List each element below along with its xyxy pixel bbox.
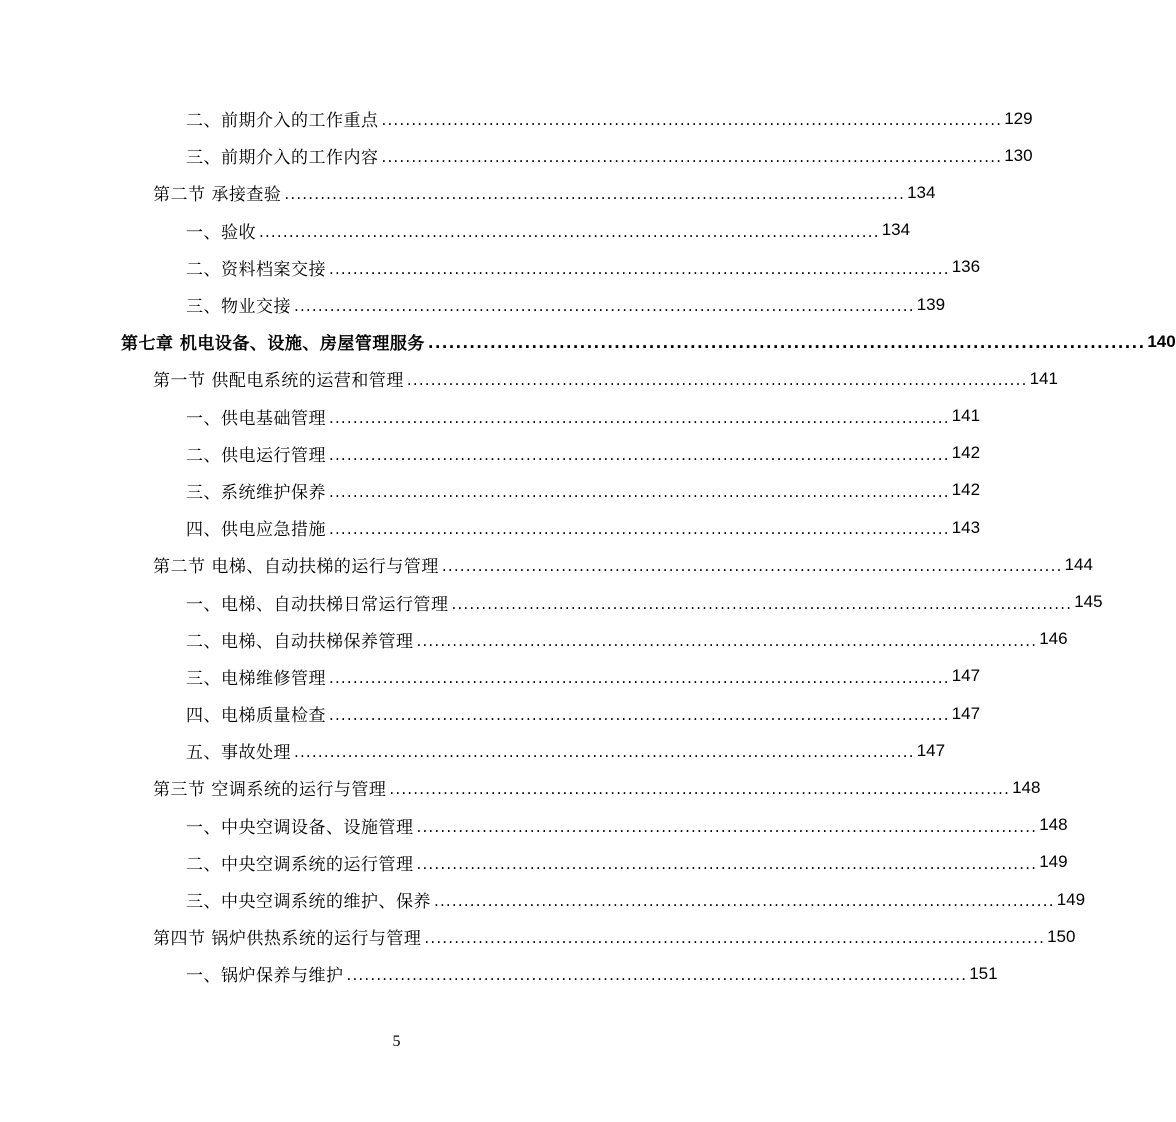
toc-entry-page: 144 <box>1064 554 1093 574</box>
toc-entry[interactable] <box>0 807 1068 844</box>
toc-entry-page: 147 <box>951 703 981 723</box>
toc-leader-dots: ........................................................................................................ <box>294 297 915 316</box>
toc-entry[interactable] <box>0 769 1041 806</box>
table-of-contents <box>0 100 1176 993</box>
toc-leader-dots: ........................................................................................................ <box>329 445 950 464</box>
toc-entry-title: 第三节 空调系统的运行与管理 <box>153 780 387 801</box>
toc-entry[interactable] <box>0 955 998 992</box>
toc-entry-title: 二、供电运行管理 <box>186 445 326 466</box>
toc-entry-title: 第一节 供配电系统的运营和管理 <box>153 371 404 392</box>
toc-entry[interactable] <box>0 918 1076 955</box>
toc-leader-dots: ........................................................................................................ <box>329 408 950 427</box>
toc-entry-page: 136 <box>951 257 981 277</box>
toc-entry-page: 134 <box>881 220 911 240</box>
toc-leader-dots: ........................................................................................................ <box>381 111 1003 130</box>
toc-leader-dots: ........................................................................................................ <box>259 222 880 241</box>
toc-leader-dots: ........................................................................................................ <box>406 371 1028 390</box>
toc-entry-title: 第四节 锅炉供热系统的运行与管理 <box>153 929 422 950</box>
toc-entry-page: 148 <box>1012 777 1041 797</box>
toc-entry-page: 148 <box>1039 815 1068 835</box>
toc-leader-dots: ........................................................................................................ <box>416 817 1038 836</box>
toc-leader-dots: ........................................................................................................ <box>451 594 1073 613</box>
toc-entry-title: 一、验收 <box>186 222 256 243</box>
toc-entry[interactable] <box>0 212 911 249</box>
toc-leader-dots: ........................................................................................................ <box>329 482 950 501</box>
toc-entry-title: 一、电梯、自动扶梯日常运行管理 <box>186 594 449 615</box>
toc-entry-title: 三、物业交接 <box>186 297 291 318</box>
toc-leader-dots: ........................................................................................................ <box>284 185 906 204</box>
toc-entry-title: 五、事故处理 <box>186 743 291 764</box>
toc-entry[interactable] <box>0 360 1058 397</box>
toc-leader-dots: ........................................................................................................ <box>441 557 1063 576</box>
toc-entry-title: 第七章 机电设备、设施、房屋管理服务 <box>121 334 425 355</box>
toc-entry[interactable] <box>0 398 981 435</box>
toc-entry-title: 三、电梯维修管理 <box>186 668 326 689</box>
toc-entry-page: 147 <box>916 740 946 760</box>
toc-entry[interactable] <box>0 732 946 769</box>
toc-leader-dots: ........................................................................................................ <box>329 259 950 278</box>
toc-entry-page: 143 <box>951 517 981 537</box>
toc-entry-page: 140 <box>1147 331 1176 351</box>
toc-entry-page: 146 <box>1039 629 1068 649</box>
toc-entry-page: 147 <box>951 666 981 686</box>
toc-entry-title: 二、前期介入的工作重点 <box>186 111 379 132</box>
toc-entry-title: 二、电梯、自动扶梯保养管理 <box>186 631 414 652</box>
toc-entry-title: 第二节 承接查验 <box>153 185 282 206</box>
toc-entry[interactable] <box>0 695 981 732</box>
toc-entry-title: 三、中央空调系统的维护、保养 <box>186 892 431 913</box>
toc-entry[interactable] <box>0 472 981 509</box>
toc-entry-page: 150 <box>1047 926 1076 946</box>
toc-entry-page: 149 <box>1039 852 1068 872</box>
toc-entry[interactable] <box>0 844 1068 881</box>
toc-entry[interactable] <box>0 174 936 211</box>
toc-entry[interactable] <box>0 546 1093 583</box>
toc-entry-title: 一、中央空调设备、设施管理 <box>186 817 414 838</box>
toc-entry[interactable] <box>0 100 1033 137</box>
toc-leader-dots: ........................................................................................................ <box>346 966 968 985</box>
toc-entry[interactable] <box>0 137 1033 174</box>
toc-entry-page: 141 <box>951 406 981 426</box>
toc-entry-page: 139 <box>916 294 946 314</box>
toc-entry[interactable] <box>0 249 981 286</box>
toc-entry-title: 一、锅炉保养与维护 <box>186 966 344 987</box>
toc-leader-dots: ........................................................................................................ <box>329 706 950 725</box>
toc-entry[interactable] <box>0 435 981 472</box>
toc-leader-dots: ........................................................................................................ <box>427 334 1146 353</box>
toc-entry-title: 二、资料档案交接 <box>186 259 326 280</box>
toc-leader-dots: ........................................................................................................ <box>434 892 1055 911</box>
toc-leader-dots: ........................................................................................................ <box>416 631 1038 650</box>
toc-entry-page: 134 <box>907 182 936 202</box>
toc-entry-title: 四、供电应急措施 <box>186 520 326 541</box>
toc-entry[interactable] <box>0 881 1086 918</box>
toc-entry[interactable] <box>0 509 981 546</box>
toc-entry[interactable] <box>0 583 1103 620</box>
toc-leader-dots: ........................................................................................................ <box>381 148 1003 167</box>
toc-entry[interactable] <box>0 658 981 695</box>
toc-entry-page: 142 <box>951 443 981 463</box>
toc-entry-page: 149 <box>1056 889 1086 909</box>
toc-leader-dots: ........................................................................................................ <box>329 520 950 539</box>
toc-entry-page: 129 <box>1004 108 1033 128</box>
page-number: 5 <box>392 1033 401 1050</box>
toc-entry[interactable] <box>0 286 946 323</box>
toc-leader-dots: ........................................................................................................ <box>294 743 915 762</box>
toc-entry-title: 第二节 电梯、自动扶梯的运行与管理 <box>153 557 439 578</box>
toc-entry-title: 三、前期介入的工作内容 <box>186 148 379 169</box>
toc-entry-page: 141 <box>1029 368 1058 388</box>
toc-entry-title: 三、系统维护保养 <box>186 482 326 503</box>
toc-leader-dots: ........................................................................................................ <box>329 668 950 687</box>
toc-entry-title: 二、中央空调系统的运行管理 <box>186 854 414 875</box>
toc-entry-page: 142 <box>951 480 981 500</box>
toc-leader-dots: ........................................................................................................ <box>424 929 1046 948</box>
toc-chapter-entry[interactable] <box>0 323 1176 360</box>
toc-entry[interactable] <box>0 621 1068 658</box>
toc-entry-page: 145 <box>1074 592 1103 612</box>
toc-entry-page: 151 <box>969 963 998 983</box>
toc-entry-title: 一、供电基础管理 <box>186 408 326 429</box>
toc-leader-dots: ........................................................................................................ <box>389 780 1011 799</box>
toc-entry-title: 四、电梯质量检查 <box>186 706 326 727</box>
toc-leader-dots: ........................................................................................................ <box>416 854 1038 873</box>
toc-entry-page: 130 <box>1004 145 1033 165</box>
